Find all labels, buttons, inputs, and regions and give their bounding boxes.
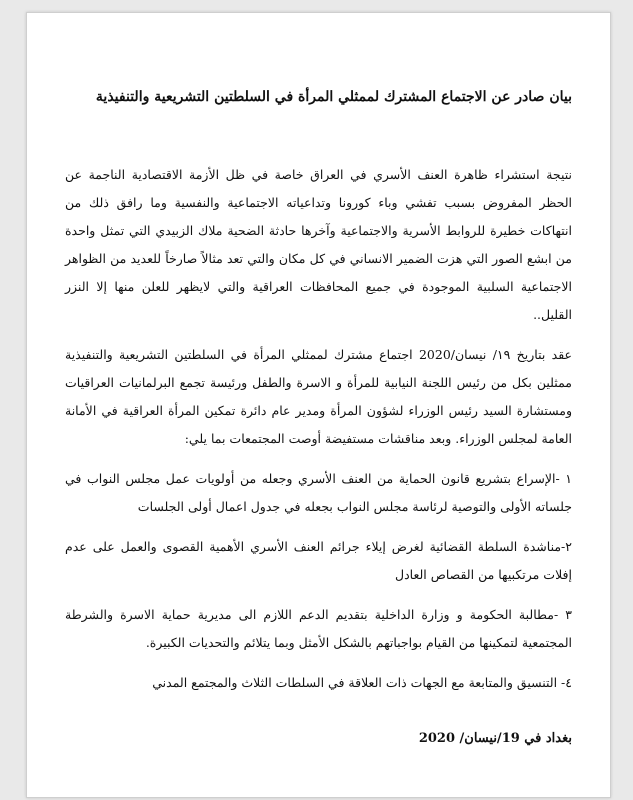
recommendation-4: ٤- التنسيق والمتابعة مع الجهات ذات العلاقة في السلطات الثلاث والمجتمع المدني: [152, 675, 572, 690]
document-page: [26, 12, 611, 798]
document-body: [65, 83, 572, 709]
intro-paragraph: نتيجة استشراء ظاهرة العنف الأسري في العراق خاصة في ظل الأزمة الاقتصادية الناجمة عن الحظر المفروض بسبب تفشي وباء كورونا وتداعياته الاجتماعية والنفسية وما رافق ذلك من انتهاكات خطيرة للروابط الأسرية والاجتماعية وآخرها حادثة الضحية ملاك الزبيدي التي تمثل واحدة من ابشع الصور التي هزت الضمير الانساني في كل مكان والتي تعد مثالاً صارخاً للعديد من الظواهر الاجتماعية السلبية الموجودة في جميع المحافظات العراقية والتي لايظهر للعلن منها إلا النزر القليل..: [65, 167, 572, 322]
date-footer: بغداد في 19/نيسان/ 2020: [418, 731, 572, 746]
meeting-paragraph: عقد بتاريخ ١٩/ نيسان/2020 اجتماع مشترك لممثلي المرأة في السلطتين التشريعية والتنفيذية ممثلين بكل من رئيس اللجنة النيابية للمرأة و الاسرة والطفل ورئيسة تجمع البرلمانيات العراقيات ومستشارة السيد رئيس الوزراء لشؤون المرأة ومدير عام دائرة تمكين المرأة العراقية في الأمانة العامة لمجلس الوزراء. وبعد مناقشات مستفيضة أوصت المجتمعات بما يلي:: [65, 347, 572, 446]
recommendation-1: ١ -الإسراع بتشريع قانون الحماية من العنف الأسري وجعله من أولويات عمل مجلس النواب في جلساته الأولى والتوصية لرئاسة مجلس النواب بجعله في جدول اعمال أولى الجلسات: [65, 471, 572, 514]
document-title: بيان صادر عن الاجتماع المشترك لممثلي المرأة في السلطتين التشريعية والتنفيذية: [95, 89, 572, 105]
recommendation-3: ٣ -مطالبة الحكومة و وزارة الداخلية بتقديم الدعم اللازم الى مديرية حماية الاسرة والشرطة المجتمعية لتمكينها من القيام بواجباتهم بالشكل الأمثل وبما يتلائم والتحديات الكبيرة.: [65, 607, 572, 650]
recommendation-2: ٢-مناشدة السلطة القضائية لغرض إيلاء جرائم العنف الأسري الأهمية القصوى والعمل على عدم إفلات مرتكبيها من القصاص العادل: [65, 539, 572, 582]
